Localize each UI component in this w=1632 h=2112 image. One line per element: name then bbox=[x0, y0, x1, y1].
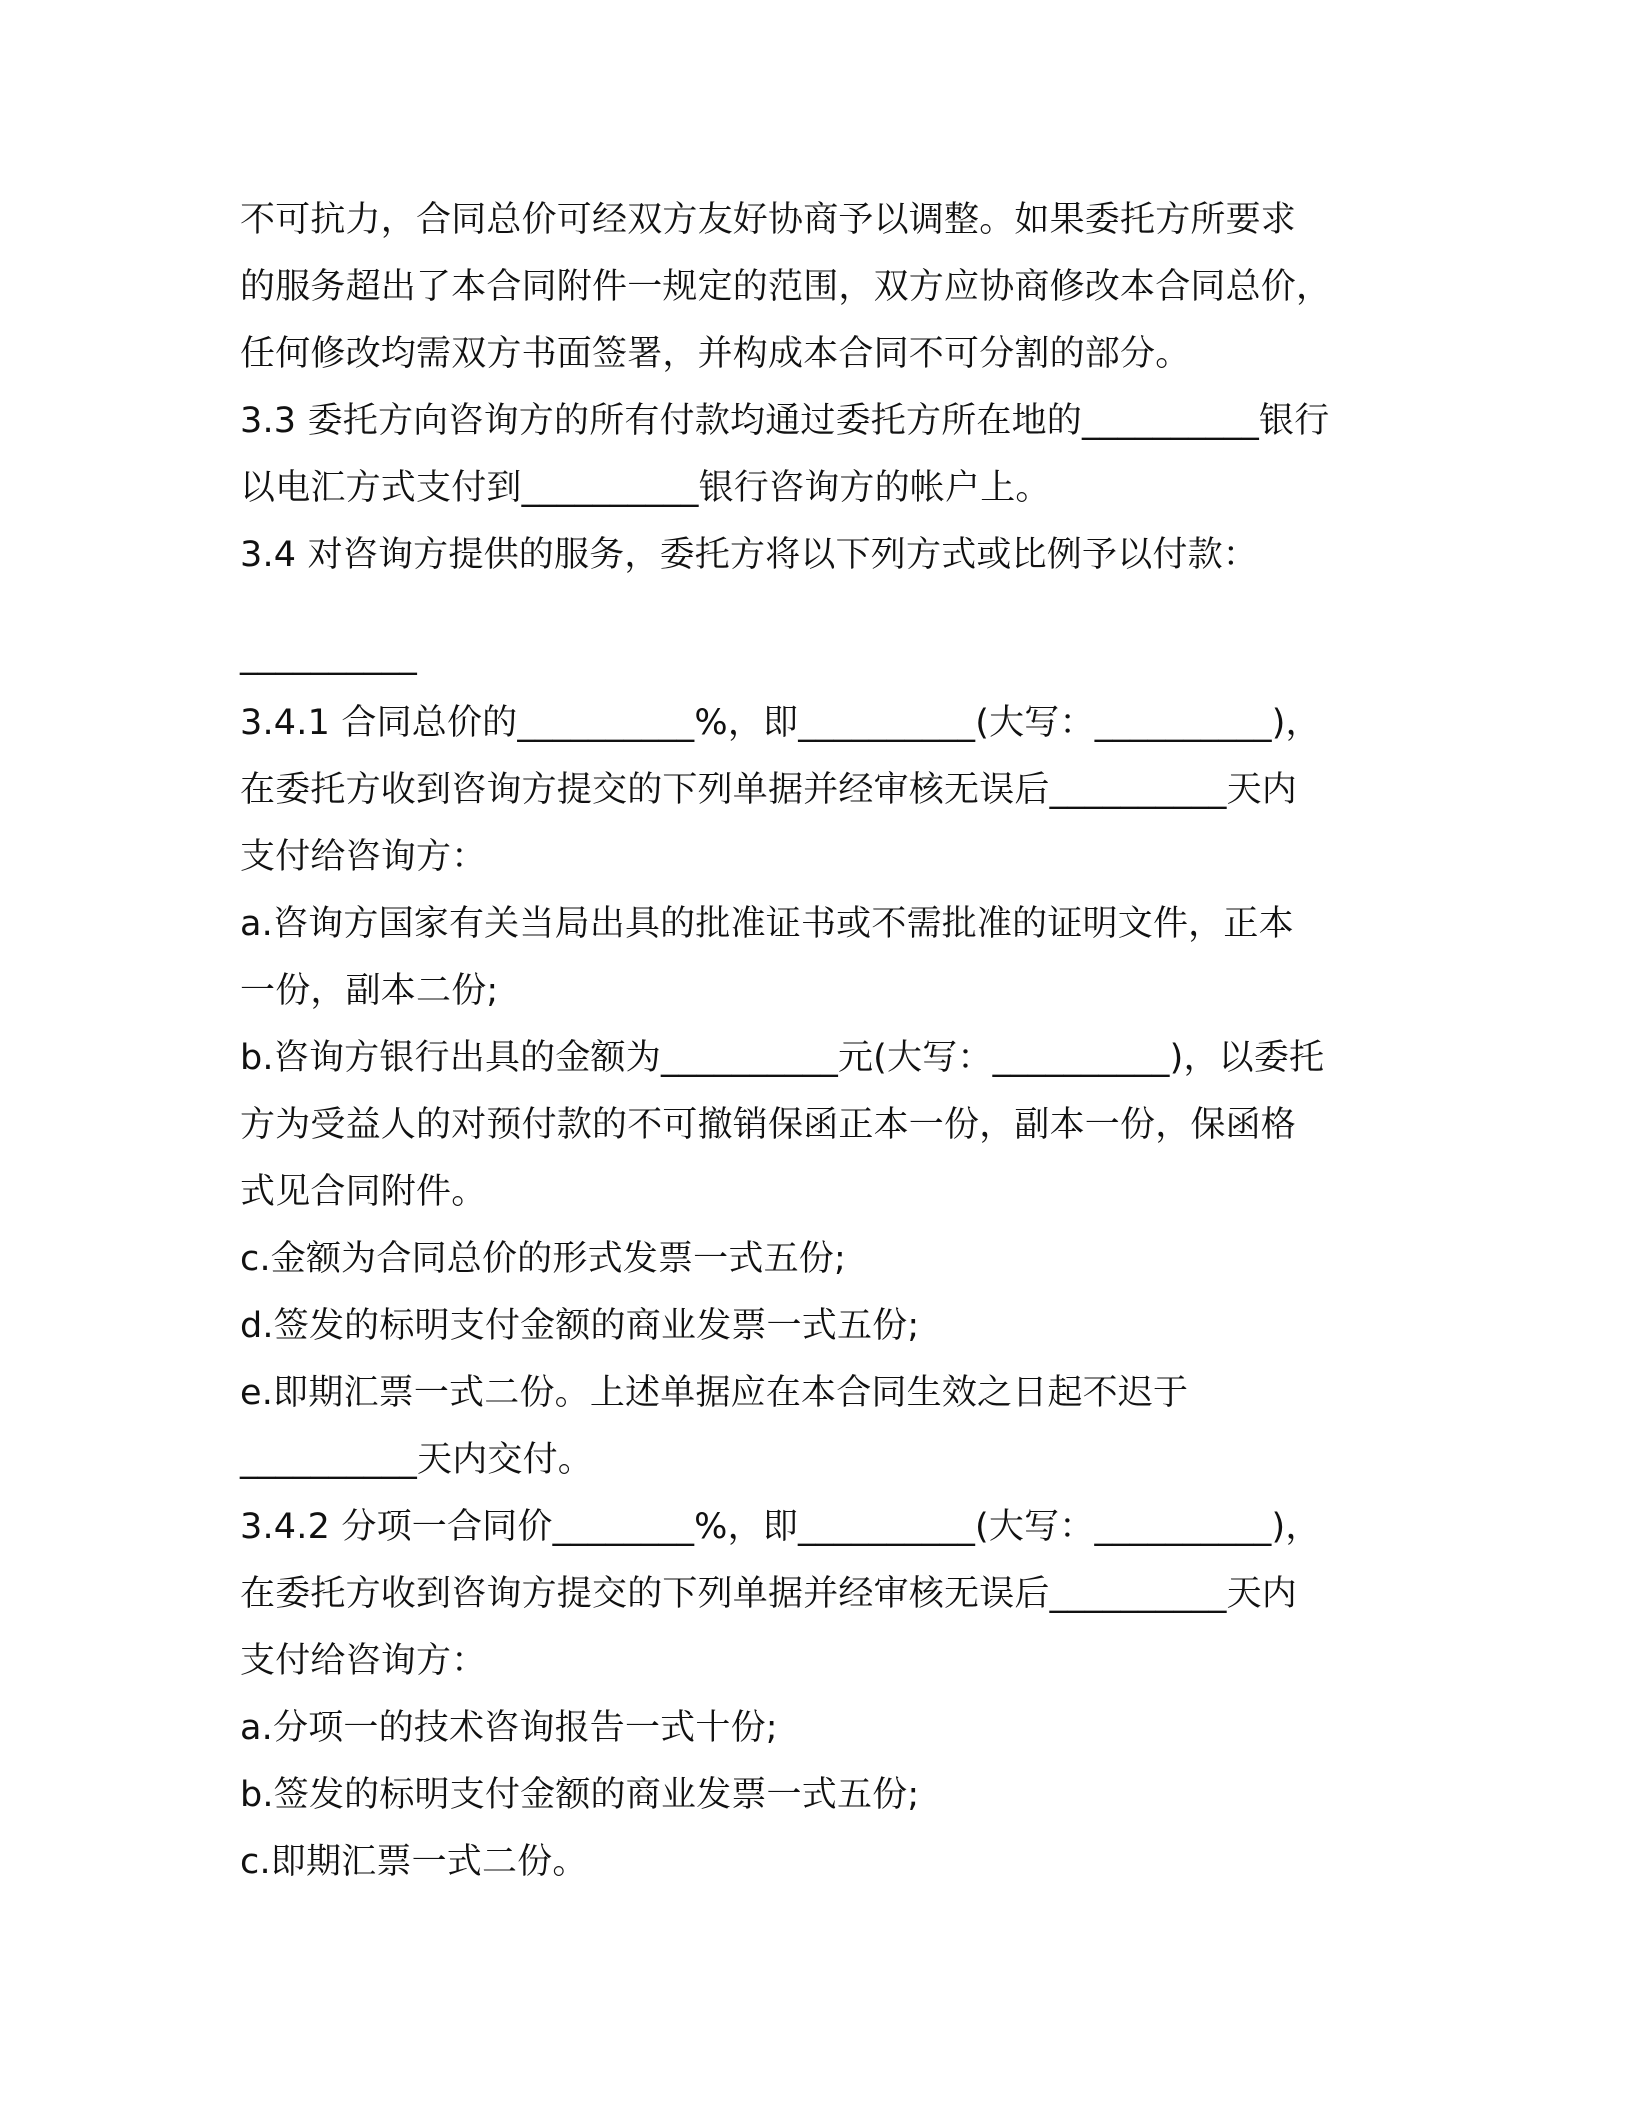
clause-3-3-line: 3.3 委托方向咨询方的所有付款均通过委托方所在地的__________银行 bbox=[240, 401, 1330, 441]
list-item-line: a.咨询方国家有关当局出具的批准证书或不需批准的证明文件，正本 bbox=[240, 904, 1294, 944]
clause-3-4-1-line: 支付给咨询方： bbox=[240, 837, 487, 877]
list-item-line: __________天内交付。 bbox=[240, 1440, 594, 1480]
paragraph-line: 的服务超出了本合同附件一规定的范围，双方应协商修改本合同总价， bbox=[240, 267, 1332, 307]
paragraph-line: 任何修改均需双方书面签署，并构成本合同不可分割的部分。 bbox=[240, 334, 1191, 374]
clause-3-4-line: 3.4 对咨询方提供的服务，委托方将以下列方式或比例予以付款： bbox=[240, 535, 1258, 575]
blank-line: __________ bbox=[240, 636, 417, 676]
line-gap bbox=[240, 589, 1420, 623]
list-item-line: b.签发的标明支付金额的商业发票一式五份; bbox=[240, 1775, 920, 1815]
list-item-line: 一份，副本二份; bbox=[240, 971, 499, 1011]
clause-3-4-2-line: 支付给咨询方： bbox=[240, 1641, 487, 1681]
list-item-line: a.分项一的技术咨询报告一式十份; bbox=[240, 1708, 778, 1748]
clause-3-4-2-line: 3.4.2 分项一合同价________%，即__________(大写：__________)， bbox=[240, 1507, 1321, 1547]
clause-3-3-line: 以电汇方式支付到__________银行咨询方的帐户上。 bbox=[240, 468, 1051, 508]
list-item-line: 方为受益人的对预付款的不可撤销保函正本一份，副本一份，保函格 bbox=[240, 1105, 1297, 1145]
list-item-line: b.咨询方银行出具的金额为__________元(大写：__________)，以委托 bbox=[240, 1038, 1325, 1078]
list-item-line: c.即期汇票一式二份。 bbox=[240, 1842, 588, 1882]
clause-3-4-1-line: 在委托方收到咨询方提交的下列单据并经审核无误后__________天内 bbox=[240, 770, 1298, 810]
list-item-line: 式见合同附件。 bbox=[240, 1172, 487, 1212]
list-item-line: e.即期汇票一式二份。上述单据应在本合同生效之日起不迟于 bbox=[240, 1373, 1189, 1413]
clause-3-4-1-line: 3.4.1 合同总价的__________%，即__________(大写：__________)， bbox=[240, 703, 1321, 743]
document-body bbox=[240, 187, 1420, 1896]
paragraph-line: 不可抗力，合同总价可经双方友好协商予以调整。如果委托方所要求 bbox=[240, 200, 1297, 240]
list-item-line: c.金额为合同总价的形式发票一式五份; bbox=[240, 1239, 846, 1279]
list-item-line: d.签发的标明支付金额的商业发票一式五份; bbox=[240, 1306, 920, 1346]
clause-3-4-2-line: 在委托方收到咨询方提交的下列单据并经审核无误后__________天内 bbox=[240, 1574, 1298, 1614]
